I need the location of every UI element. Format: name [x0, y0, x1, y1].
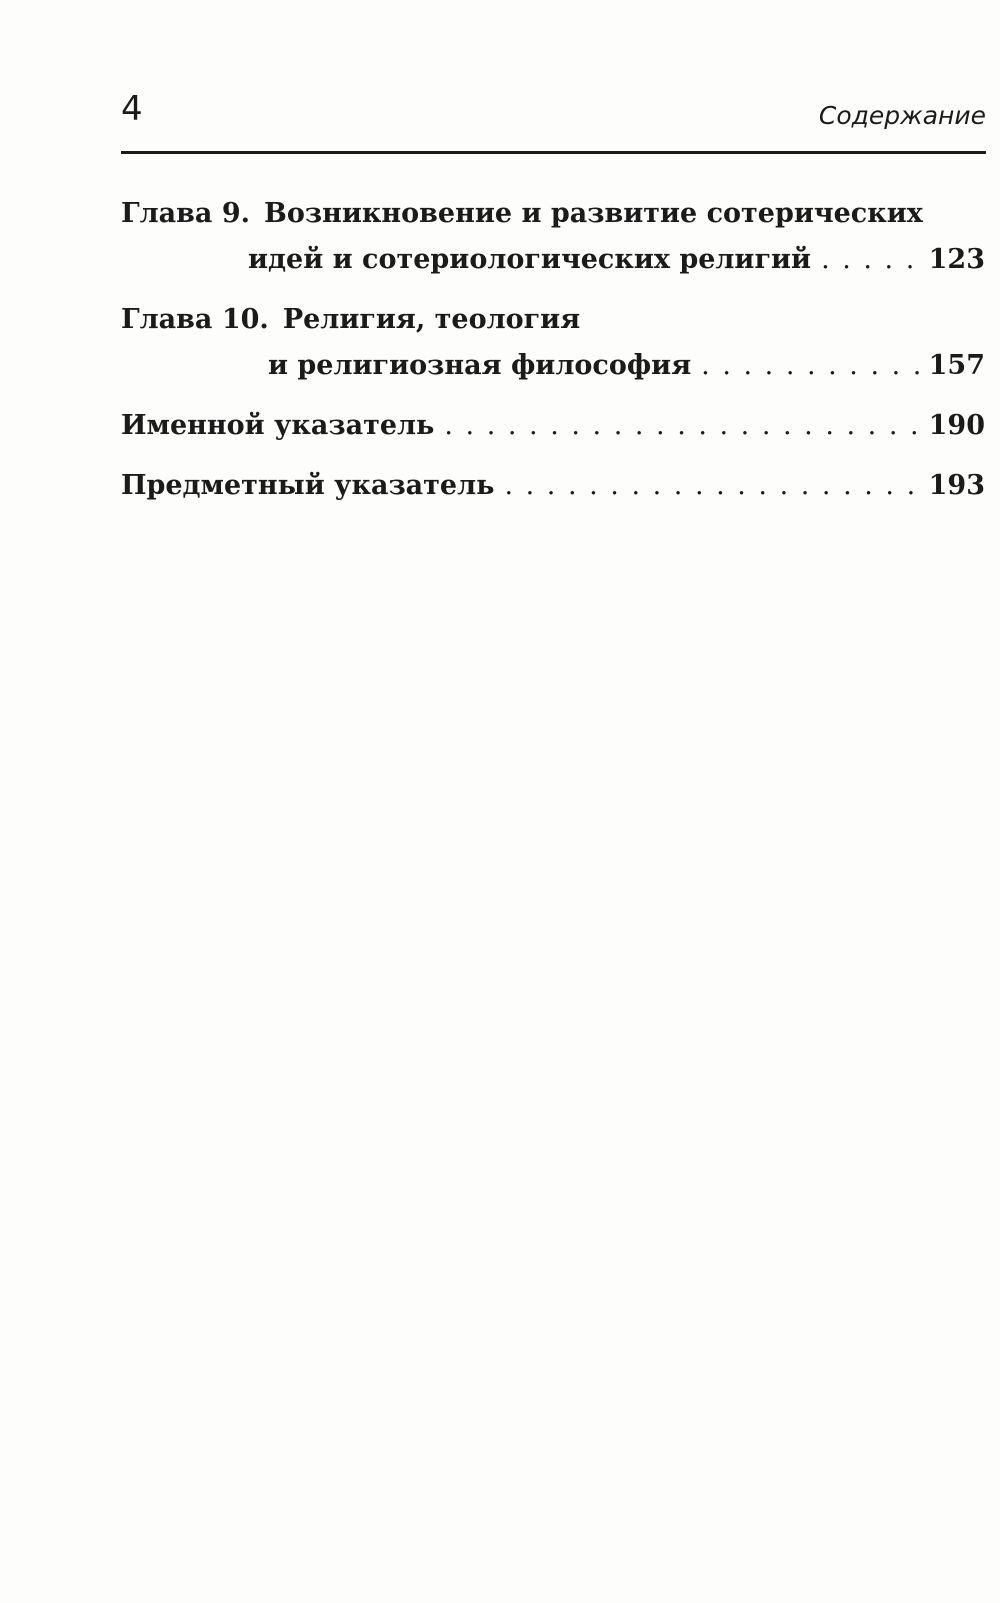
toc-entry-name-index[interactable] [121, 412, 985, 458]
page-ref: 157 [928, 350, 985, 381]
table-of-contents [121, 200, 985, 532]
index-title: Предметный указатель [121, 470, 495, 501]
chapter-title-line: Религия, теология [282, 304, 581, 335]
page-number: 4 [121, 89, 143, 129]
toc-entry-chapter-10[interactable] [121, 306, 985, 398]
toc-line [121, 246, 985, 292]
header-rule [121, 151, 986, 154]
running-head-title: Содержание [818, 101, 986, 130]
index-title: Именной указатель [121, 410, 435, 441]
chapter-title-line: идей и сотериологических религий [248, 244, 812, 275]
chapter-title-line: Возникновение и развитие сотерических [264, 198, 923, 229]
chapter-label: Глава 9. [121, 198, 251, 229]
toc-entry-chapter-9[interactable] [121, 200, 985, 292]
toc-line [121, 472, 985, 518]
page-ref: 190 [928, 410, 985, 441]
page-ref: 193 [928, 470, 985, 501]
dot-leader [504, 472, 922, 499]
toc-line [121, 306, 985, 352]
chapter-label: Глава 10. [121, 304, 269, 335]
toc-line [121, 352, 985, 398]
chapter-title-line: и религиозная философия [268, 350, 692, 381]
toc-line [121, 412, 985, 458]
dot-leader [701, 352, 922, 379]
toc-entry-subject-index[interactable] [121, 472, 985, 518]
page-ref: 123 [928, 244, 985, 275]
toc-line [121, 200, 985, 246]
dot-leader [821, 246, 923, 273]
dot-leader [444, 412, 922, 439]
